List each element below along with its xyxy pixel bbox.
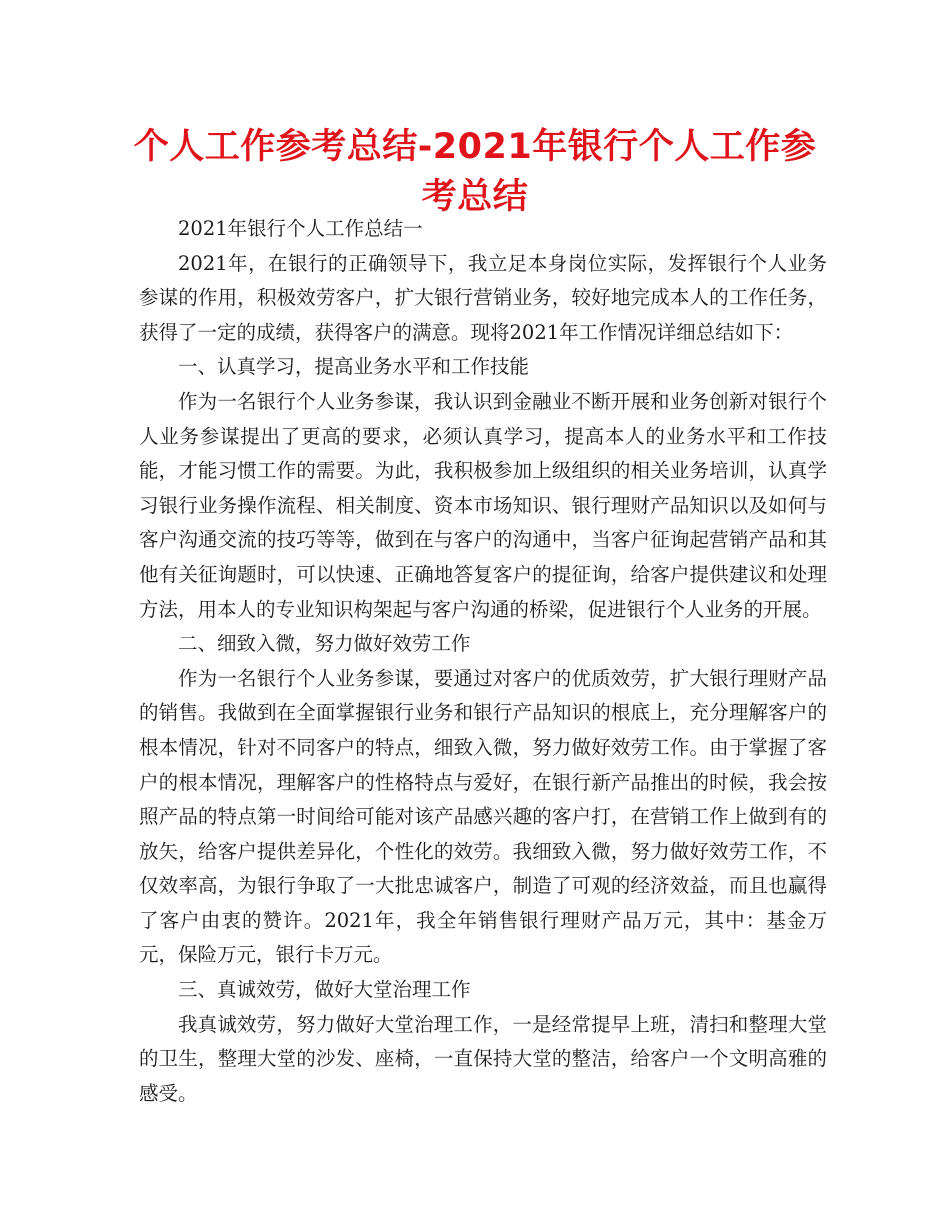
paragraph: 我真诚效劳，努力做好大堂治理工作，一是经常提早上班，清扫和整理大堂的卫生，整理大堂的沙发、座椅，一直保持大堂的整洁，给客户一个文明高雅的感受。: [139, 1012, 827, 1105]
section-heading: 二、细致入微，努力做好效劳工作: [178, 632, 471, 656]
paragraph: 2021年，在银行的正确领导下，我立足本身岗位实际，发挥银行个人业务参谋的作用，积极效劳客户，扩大银行营销业务，较好地完成本人的工作任务，获得了一定的成绩，获得客户的满意。现将2021年工作情况详细总结如下：: [139, 251, 827, 344]
paragraph: 作为一名银行个人业务参谋，要通过对客户的优质效劳，扩大银行理财产品的销售。我做到在全面掌握银行业务和银行产品知识的根底上，充分理解客户的根本情况，针对不同客户的特点，细致入微，努力做好效劳工作。由于掌握了客户的根本情况，理解客户的性格特点与爱好，在银行新产品推出的时候，我会按照产品的特点第一时间给可能对该产品感兴趣的客户打，在营销工作上做到有的放矢，给客户提供差异化，个性化的效劳。我细致入微，努力做好效劳工作，不仅效率高，为银行争取了一大批忠诚客户，制造了可观的经济效益，而且也赢得了客户由衷的赞许。2021年，我全年销售银行理财产品万元，其中：基金万元，保险万元，银行卡万元。: [139, 666, 827, 967]
section-heading: 一、认真学习，提高业务水平和工作技能: [178, 355, 530, 379]
document-title: 个人工作参考总结-2021年银行个人工作参考总结: [133, 127, 817, 217]
paragraph: 作为一名银行个人业务参谋，我认识到金融业不断开展和业务创新对银行个人业务参谋提出了更高的要求，必须认真学习，提高本人的业务水平和工作技能，才能习惯工作的需要。为此，我积极参加上级组织的相关业务培训，认真学习银行业务操作流程、相关制度、资本市场知识、银行理财产品知识以及如何与客户沟通交流的技巧等等，做到在与客户的沟通中，当客户征询起营销产品和其他有关征询题时，可以快速、正确地答复客户的提征询，给客户提供建议和处理方法，用本人的专业知识构架起与客户沟通的桥梁，促进银行个人业务的开展。: [139, 389, 827, 621]
section-heading: 2021年银行个人工作总结一: [178, 217, 423, 240]
section-heading: 三、真诚效劳，做好大堂治理工作: [178, 978, 471, 1002]
document-body: [139, 212, 827, 1111]
